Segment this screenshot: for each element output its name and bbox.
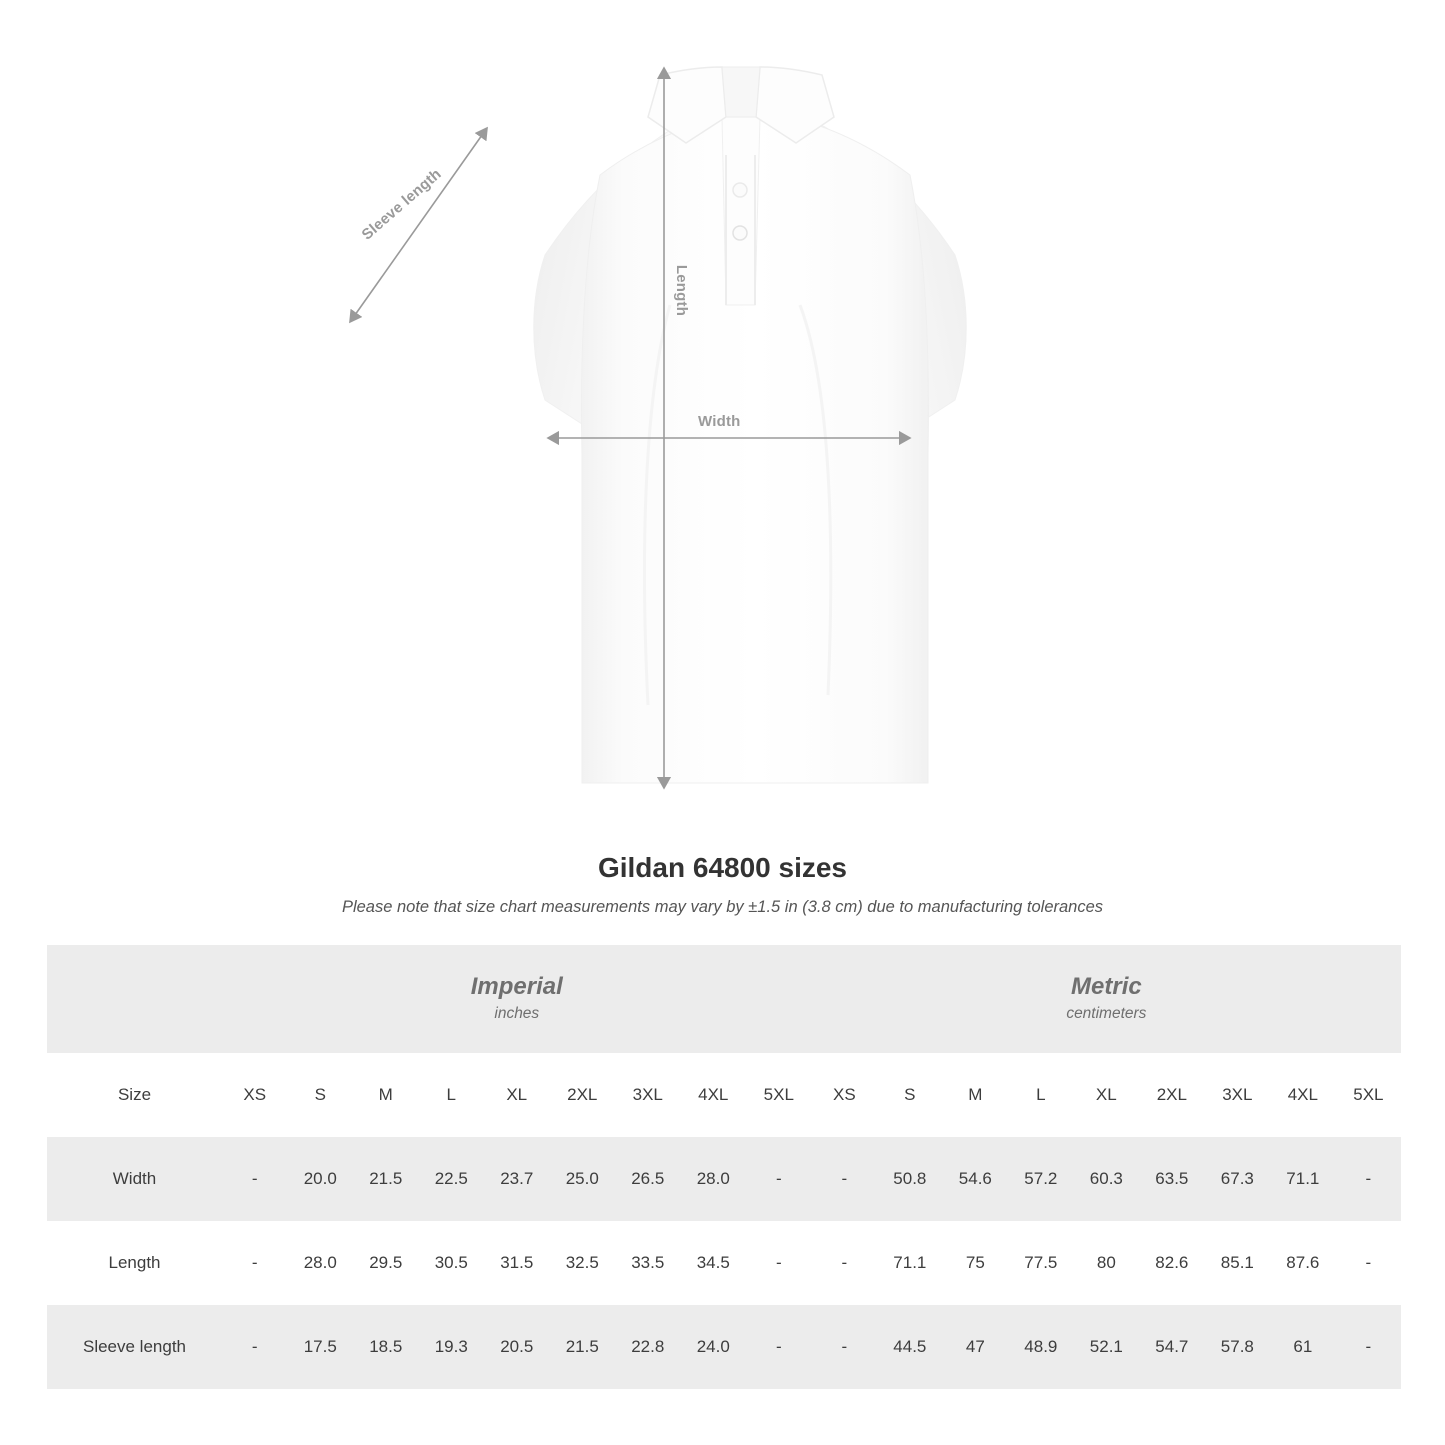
size-cell-2xl-imp: 2XL [550, 1053, 616, 1137]
sleeve-l-met: 48.9 [1008, 1305, 1074, 1389]
size-cell-3xl-imp: 3XL [615, 1053, 681, 1137]
sleeve-xs-imp: - [222, 1305, 288, 1389]
sleeve-m-met: 47 [943, 1305, 1009, 1389]
sleeve-s-met: 44.5 [877, 1305, 943, 1389]
length-xs-imp: - [222, 1221, 288, 1305]
page-title: Gildan 64800 sizes [597, 852, 848, 883]
size-cell-xl-met: XL [1074, 1053, 1140, 1137]
title-block [0, 852, 1445, 917]
width-xl-imp: 23.7 [484, 1137, 550, 1221]
width-4xl-met: 71.1 [1270, 1137, 1336, 1221]
length-xl-met: 80 [1074, 1221, 1140, 1305]
sleeve-5xl-met: - [1336, 1305, 1402, 1389]
width-l-imp: 22.5 [419, 1137, 485, 1221]
length-4xl-imp: 34.5 [681, 1221, 747, 1305]
length-m-met: 75 [943, 1221, 1009, 1305]
imperial-unit-name: Imperial [470, 973, 563, 1001]
sleeve-xl-met: 52.1 [1074, 1305, 1140, 1389]
width-3xl-imp: 26.5 [615, 1137, 681, 1221]
width-s-met: 50.8 [877, 1137, 943, 1221]
width-3xl-met: 67.3 [1205, 1137, 1271, 1221]
size-cell-2xl-met: 2XL [1139, 1053, 1205, 1137]
width-label: Width [698, 413, 741, 430]
unit-corner-cell [47, 945, 222, 1053]
width-2xl-imp: 25.0 [550, 1137, 616, 1221]
width-m-met: 54.6 [943, 1137, 1009, 1221]
length-l-imp: 30.5 [419, 1221, 485, 1305]
size-cell-xs-met: XS [812, 1053, 878, 1137]
row-label-width: Width [47, 1137, 222, 1221]
size-cell-m-met: M [943, 1053, 1009, 1137]
sleeve-length-label: Sleeve length [358, 165, 445, 244]
metric-unit-name: Metric [1071, 973, 1142, 1001]
width-4xl-imp: 28.0 [681, 1137, 747, 1221]
length-label: Length [673, 264, 691, 317]
width-m-imp: 21.5 [353, 1137, 419, 1221]
sleeve-s-imp: 17.5 [288, 1305, 354, 1389]
width-5xl-met: - [1336, 1137, 1402, 1221]
width-5xl-imp: - [746, 1137, 812, 1221]
width-xs-imp: - [222, 1137, 288, 1221]
sleeve-xl-imp: 20.5 [484, 1305, 550, 1389]
length-2xl-imp: 32.5 [550, 1221, 616, 1305]
length-4xl-met: 87.6 [1270, 1221, 1336, 1305]
imperial-unit-cell [222, 945, 812, 1053]
length-2xl-met: 82.6 [1139, 1221, 1205, 1305]
length-3xl-imp: 33.5 [615, 1221, 681, 1305]
sleeve-l-imp: 19.3 [419, 1305, 485, 1389]
size-cell-s-met: S [877, 1053, 943, 1137]
sleeve-m-imp: 18.5 [353, 1305, 419, 1389]
size-table-wrap [47, 945, 1398, 1389]
table-row-sleeve-length [47, 1305, 1401, 1389]
sleeve-4xl-met: 61 [1270, 1305, 1336, 1389]
sleeve-xs-met: - [812, 1305, 878, 1389]
size-cell-l-imp: L [419, 1053, 485, 1137]
metric-unit-sub: centimeters [1066, 1005, 1147, 1023]
size-cell-xl-imp: XL [484, 1053, 550, 1137]
width-xs-met: - [812, 1137, 878, 1221]
size-header-row [47, 1053, 1401, 1137]
length-l-met: 77.5 [1008, 1221, 1074, 1305]
width-2xl-met: 63.5 [1139, 1137, 1205, 1221]
width-l-met: 57.2 [1008, 1137, 1074, 1221]
length-s-imp: 28.0 [288, 1221, 354, 1305]
sleeve-3xl-imp: 22.8 [615, 1305, 681, 1389]
row-label-length: Length [47, 1221, 222, 1305]
length-xl-imp: 31.5 [484, 1221, 550, 1305]
length-xs-met: - [812, 1221, 878, 1305]
tolerance-note: Please note that size chart measurements may vary by ±1.5 in (3.8 cm) due to manufacturing tolerances [341, 898, 1104, 916]
sleeve-5xl-imp: - [746, 1305, 812, 1389]
size-cell-m-imp: M [353, 1053, 419, 1137]
size-cell-4xl-imp: 4XL [681, 1053, 747, 1137]
imperial-unit-sub: inches [494, 1005, 540, 1023]
width-xl-met: 60.3 [1074, 1137, 1140, 1221]
unit-header-row [47, 945, 1401, 1053]
length-5xl-met: - [1336, 1221, 1402, 1305]
size-cell-5xl-met: 5XL [1336, 1053, 1402, 1137]
size-table [47, 945, 1401, 1389]
sleeve-2xl-met: 54.7 [1139, 1305, 1205, 1389]
sleeve-3xl-met: 57.8 [1205, 1305, 1271, 1389]
size-cell-5xl-imp: 5XL [746, 1053, 812, 1137]
size-cell-s-imp: S [288, 1053, 354, 1137]
size-cell-xs-imp: XS [222, 1053, 288, 1137]
metric-unit-cell [812, 945, 1402, 1053]
size-cell-3xl-met: 3XL [1205, 1053, 1271, 1137]
table-row-width [47, 1137, 1401, 1221]
row-label-sleeve-length: Sleeve length [47, 1305, 222, 1389]
size-label-cell: Size [47, 1053, 222, 1137]
length-m-imp: 29.5 [353, 1221, 419, 1305]
sleeve-4xl-imp: 24.0 [681, 1305, 747, 1389]
table-row-length [47, 1221, 1401, 1305]
sleeve-2xl-imp: 21.5 [550, 1305, 616, 1389]
width-s-imp: 20.0 [288, 1137, 354, 1221]
size-cell-4xl-met: 4XL [1270, 1053, 1336, 1137]
length-5xl-imp: - [746, 1221, 812, 1305]
size-cell-l-met: L [1008, 1053, 1074, 1137]
length-s-met: 71.1 [877, 1221, 943, 1305]
length-3xl-met: 85.1 [1205, 1221, 1271, 1305]
